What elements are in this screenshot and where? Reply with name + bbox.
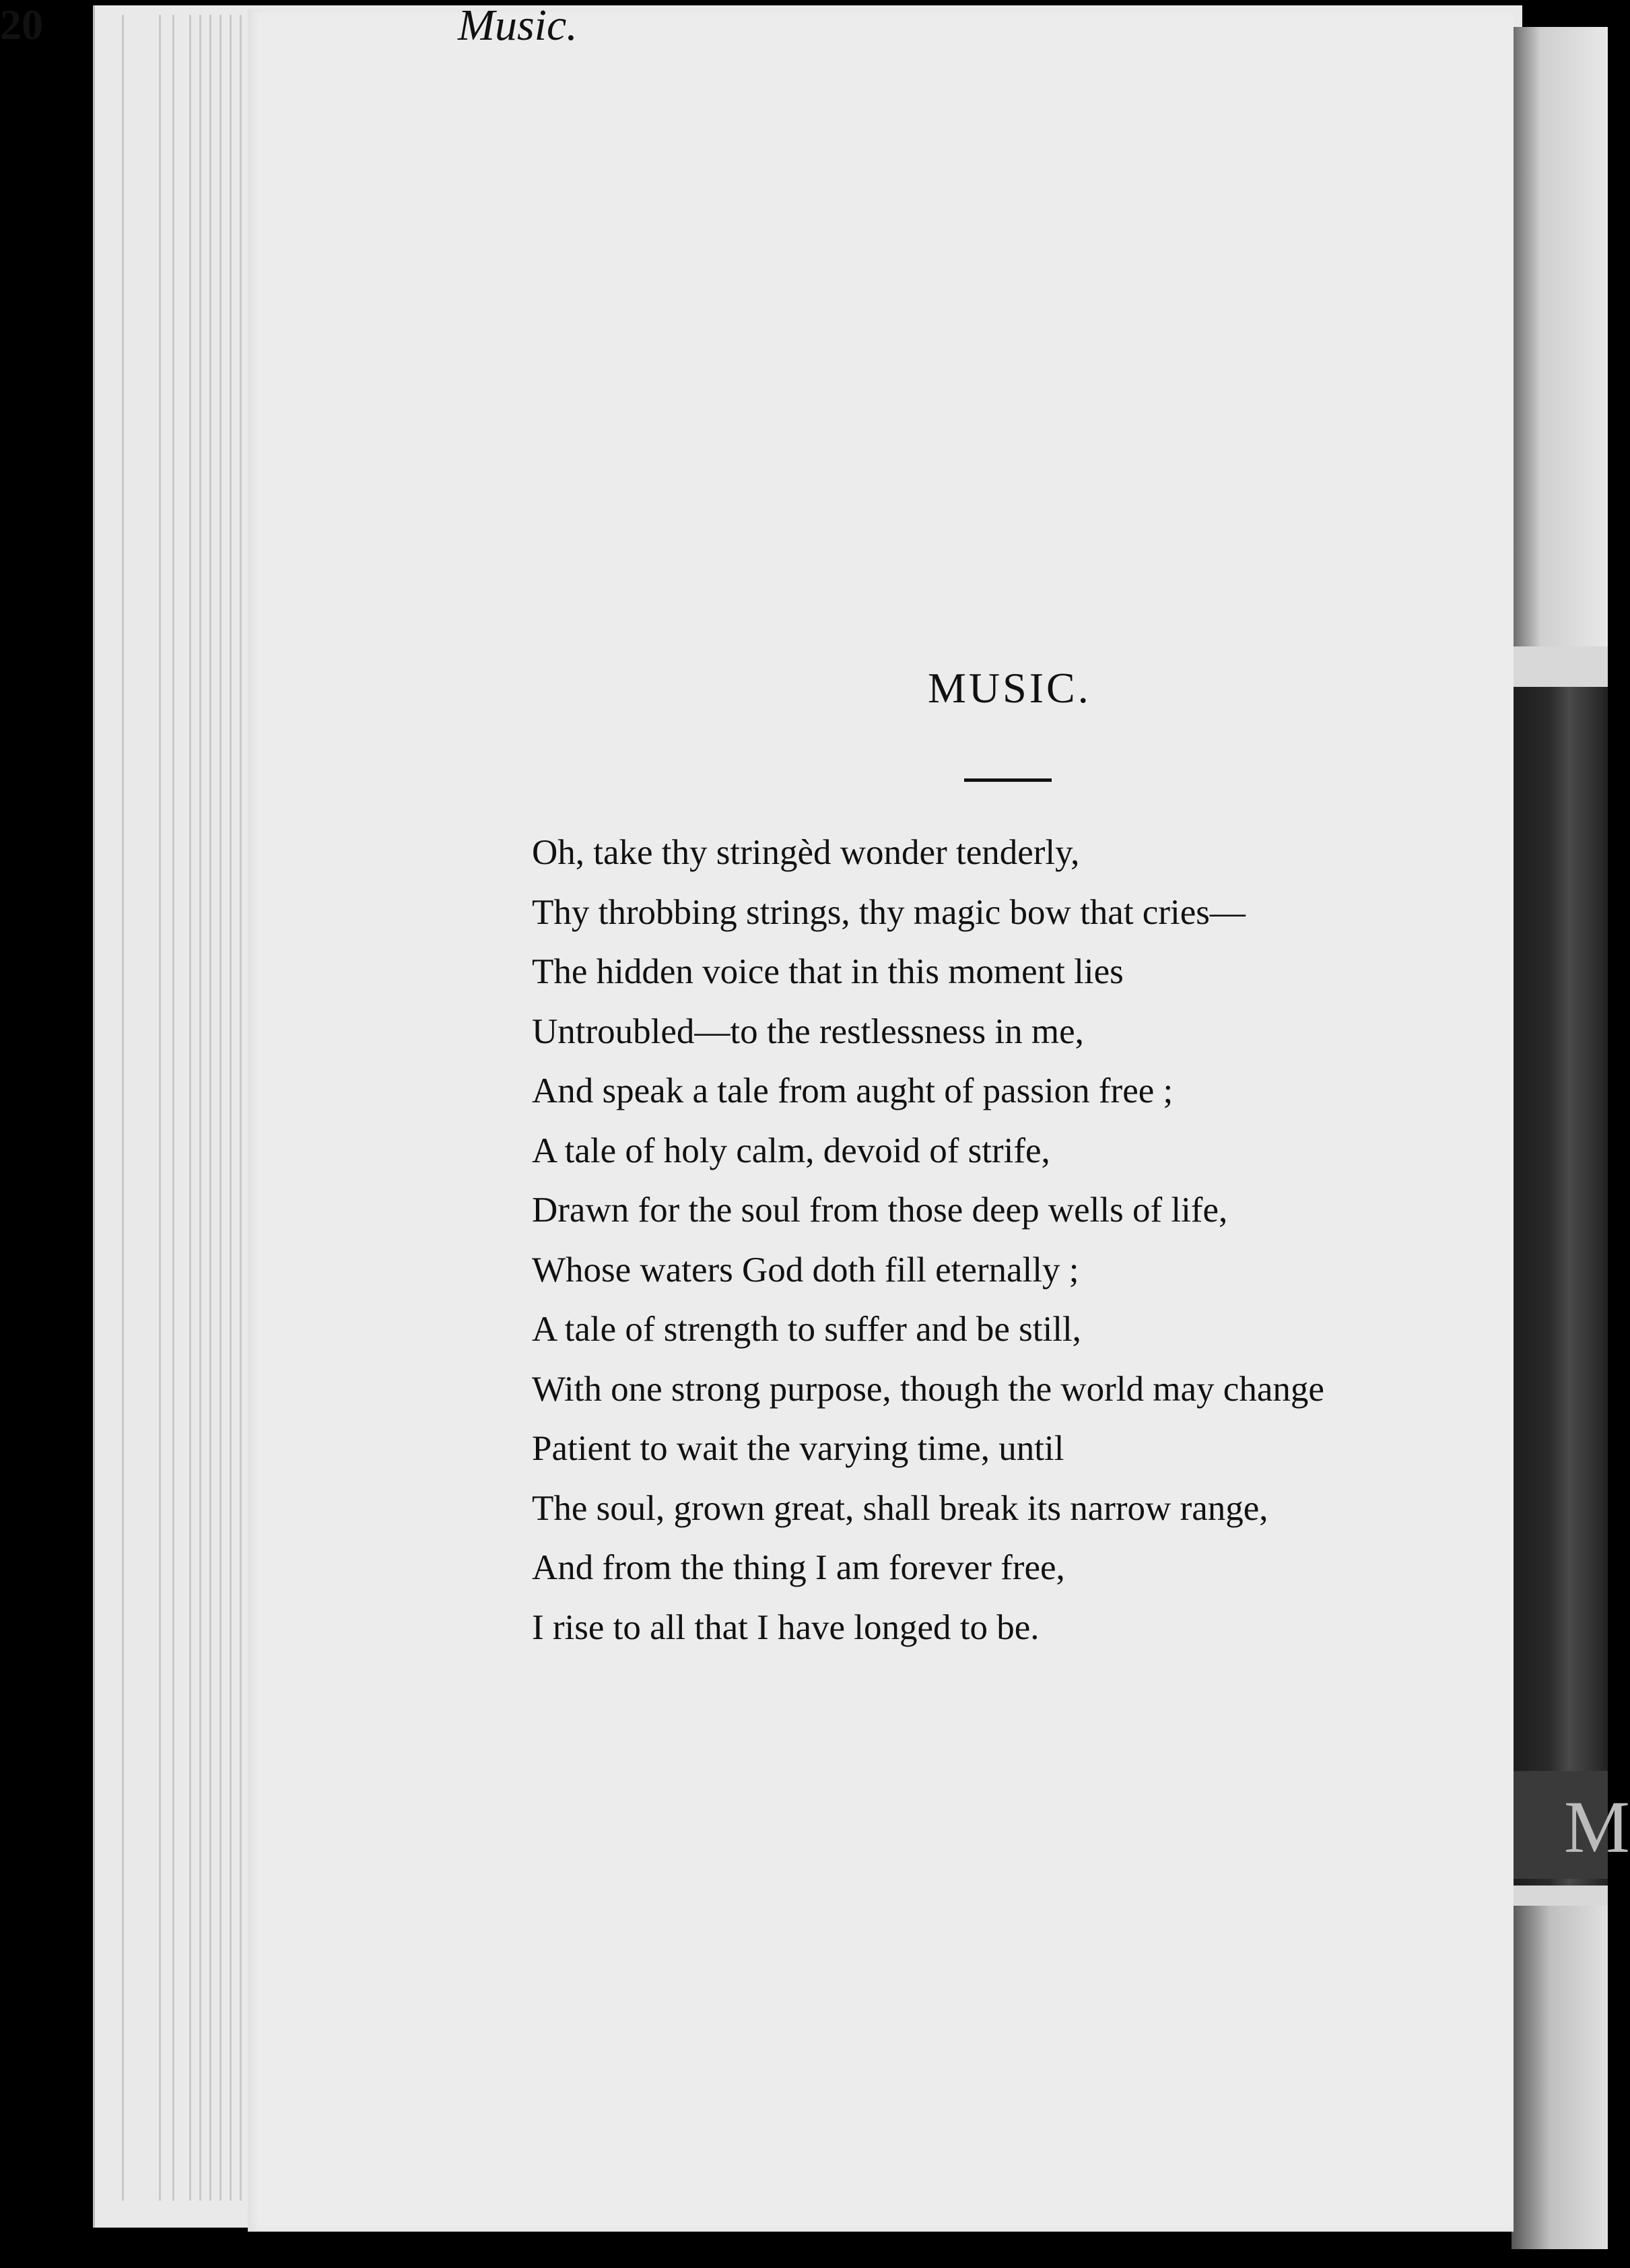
page-edge xyxy=(199,15,201,2201)
poem-line: A tale of holy calm, devoid of strife, xyxy=(532,1131,1050,1170)
poem-line: With one strong purpose, though the world may change xyxy=(532,1369,1324,1409)
facing-page-upper xyxy=(1512,27,1608,646)
poem-line: Drawn for the soul from those deep wells of life, xyxy=(532,1191,1228,1230)
page-edge xyxy=(122,15,124,2201)
poem-line: Patient to wait the varying time, until xyxy=(532,1429,1064,1468)
poem-line: Untroubled—to the restlessness in me, xyxy=(532,1011,1084,1051)
page-edge xyxy=(189,15,191,2201)
poem-line: Thy throbbing strings, thy magic bow that cries— xyxy=(532,892,1246,932)
facing-page-illustration xyxy=(1512,687,1608,1886)
poem-line: A tale of strength to suffer and be still, xyxy=(532,1310,1081,1349)
poem-line: And from the thing I am forever free, xyxy=(532,1548,1065,1587)
poem-line: The soul, grown great, shall break its narrow range, xyxy=(532,1488,1268,1528)
title-rule xyxy=(964,778,1052,782)
page-edge xyxy=(209,15,211,2201)
page-number: 20 xyxy=(0,1,43,48)
page-edge xyxy=(159,15,161,2201)
poem-line: The hidden voice that in this moment lies xyxy=(532,952,1124,991)
page-edge xyxy=(240,15,242,2201)
running-title: Music. xyxy=(458,1,578,50)
poem-line: I rise to all that I have longed to be. xyxy=(532,1607,1040,1647)
facing-page-lower xyxy=(1512,1906,1608,2249)
poem-line: Whose waters God doth fill eternally ; xyxy=(532,1250,1079,1290)
poem-body xyxy=(532,823,1324,1657)
poem-title: MUSIC. xyxy=(928,664,1091,712)
poem-line: Oh, take thy stringèd wonder tenderly, xyxy=(532,833,1080,872)
facing-page xyxy=(1512,27,1630,2249)
page-edge xyxy=(219,15,222,2201)
page-edge xyxy=(172,15,174,2201)
facing-page-letter: M xyxy=(1564,1786,1630,1868)
poem-line: And speak a tale from aught of passion free ; xyxy=(532,1071,1174,1110)
page-edge xyxy=(230,15,232,2201)
